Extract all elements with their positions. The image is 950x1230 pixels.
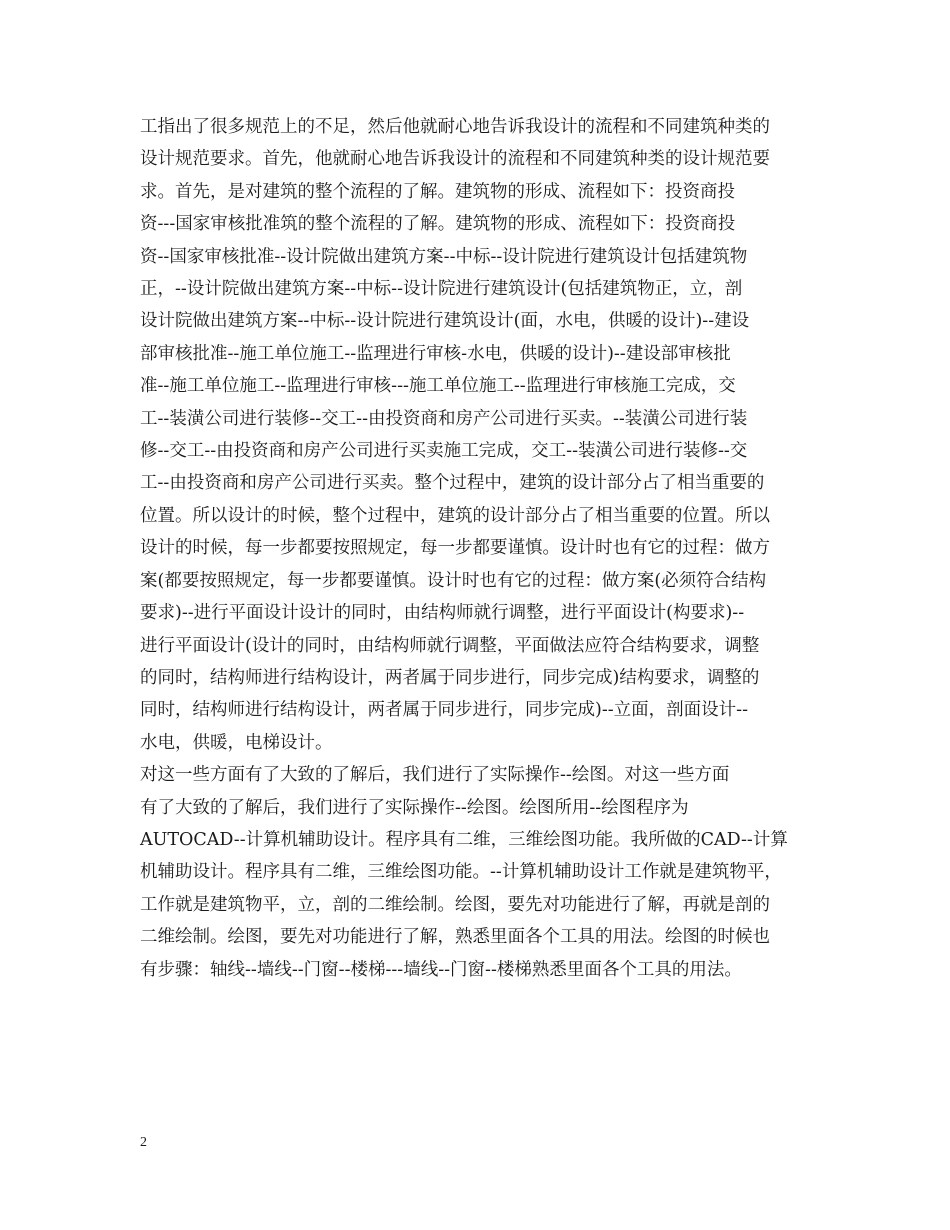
page-number: 2: [140, 1135, 147, 1150]
body-text: [140, 111, 815, 986]
paragraph-drawing-practice: 对这一些方面有了大致的了解后，我们进行了实际操作--绘图。对这一些方面 有了大致的了解后，我们进行了实际操作--绘图。绘图所用--绘图程序为 AUTOCAD--计算机辅助设计。程序具有二维，三维绘图功能。我所做的CAD--计算 机辅助设计。程序具有二维，三维绘图功能。--计算机辅助设计工作就是建筑物平， 工作就是建筑物平，立，剖的二维绘制。绘图，要先对功能进行了解，再就是剖的 二维绘制。绘图，要先对功能进行了解，熟悉里面各个工具的用法。绘图的时候也 有步骤：轴线--墙线--门窗--楼梯---墙线--门窗--楼梯熟悉里面各个工具的用法。: [140, 765, 788, 980]
paragraph-design-process: 工指出了很多规范上的不足，然后他就耐心地告诉我设计的流程和不同建筑种类的 设计规范要求。首先，他就耐心地告诉我设计的流程和不同建筑种类的设计规范要 求。首先，是对建筑的整个流程的了解。建筑物的形成、流程如下：投资商投 资---国家审核批准筑的整个流程的了解。建筑物的形成、流程如下：投资商投 资--国家审核批准--设计院做出建筑方案--中标--设计院进行建筑设计包括建筑物 正，--设计院做出建筑方案--中标--设计院进行建筑设计(包括建筑物正，立，剖 设计院做出建筑方案--中标--设计院进行建筑设计(面，水电，供暖的设计)--建设 部审核批准--施工单位施工--监理进行审核-水电，供暖的设计)--建设部审核批 准--施工单位施工--监理进行审核---施工单位施工--监理进行审核施工完成，交 工--装潢公司进行装修--交工--由投资商和房产公司进行买卖。--装潢公司进行装 修--交工--由投资商和房产公司进行买卖施工完成，交工--装潢公司进行装修--交 工--由投资商和房产公司进行买卖。整个过程中，建筑的设计部分占了相当重要的 位置。所以设计的时候，整个过程中，建筑的设计部分占了相当重要的位置。所以 设计的时候，每一步都要按照规定，每一步都要谨慎。设计时也有它的过程：做方 案(都要按照规定，每一步都要谨慎。设计时也有它的过程：做方案(必须符合结构 要求)--进行平面设计设计的同时，由结构师就行调整，进行平面设计(构要求)-- 进行平面设计(设计的同时，由结构师就行调整，平面做法应符合结构要求，调整 的同时，结构师进行结构设计，两者属于同步进行，同步完成)结构要求，调整的 同时，结构师进行结构设计，两者属于同步进行，同步完成)--立面，剖面设计-- 水电，供暖，电梯设计。: [140, 117, 770, 753]
